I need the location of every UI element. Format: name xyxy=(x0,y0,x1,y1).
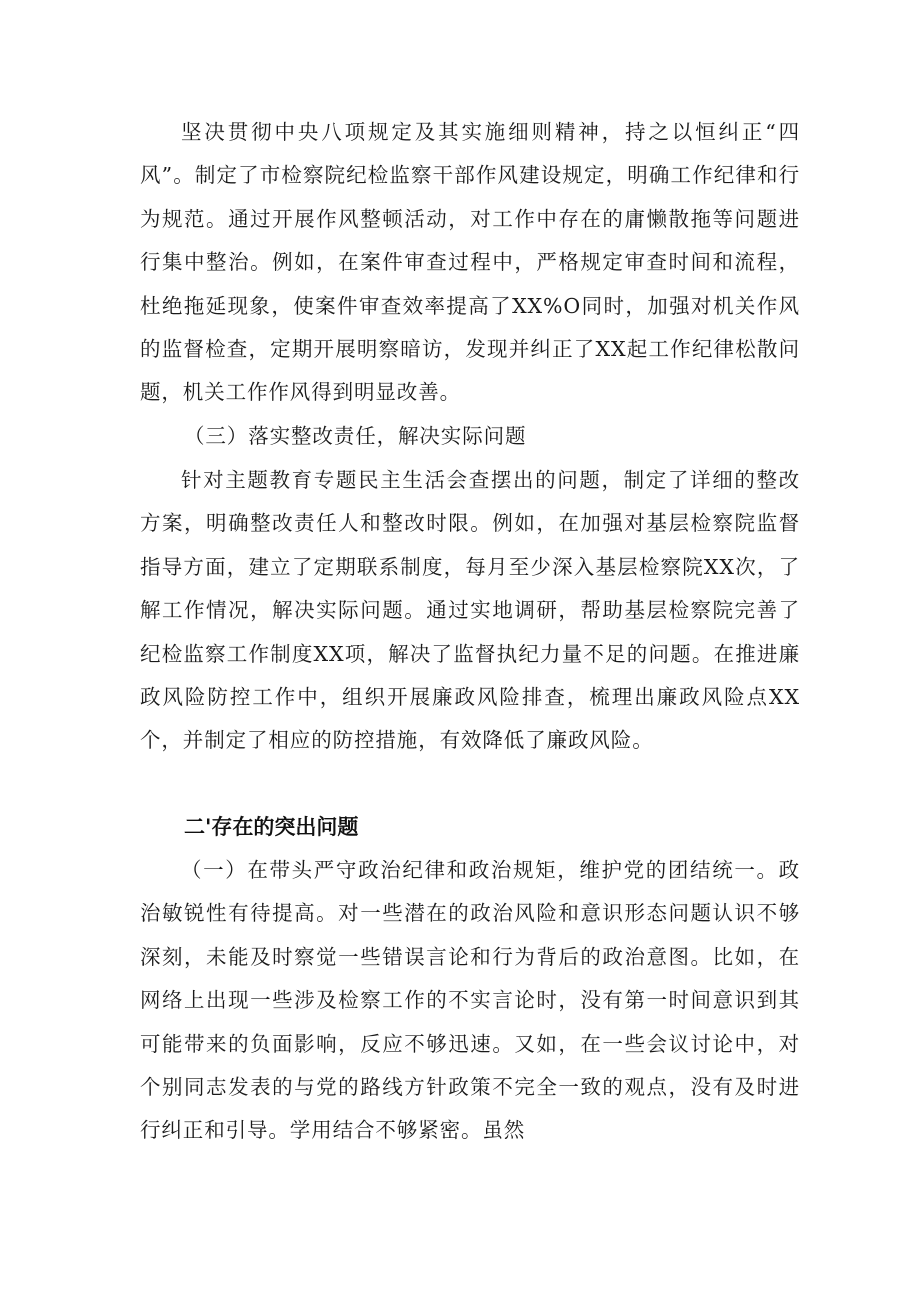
paragraph-rectification: 针对主题教育专题民主生活会查摆出的问题，制定了详细的整改方案，明确整改责任人和整改时限。例如，在加强对基层检察院监督指导方面，建立了定期联系制度，每月至少深入基层检察院XX次，了解工作情况，解决实际问题。通过实地调研，帮助基层检察院完善了纪检监察工作制度XX项，解决了监督执纪力量不足的问题。在推进廉政风险防控工作中，组织开展廉政风险排查，梳理出廉政风险点XX个，并制定了相应的防控措施，有效降低了廉政风险。 xyxy=(140,468,800,753)
paragraph-work-style: 坚决贯彻中央八项规定及其实施细则精神，持之以恒纠正“四风”。制定了市检察院纪检监察干部作风建设规定，明确工作纪律和行为规范。通过开展作风整顿活动，对工作中存在的庸懒散拖等问题进行集中整治。例如，在案件审查过程中，严格规定审查时间和流程，杜绝拖延现象，使案件审查效率提高了XX%O同时，加强对机关作风的监督检查，定期开展明察暗访，发现并纠正了XX起工作纪律松散问题，机关工作作风得到明显改善。 xyxy=(140,120,800,405)
subheading-rectification: （三）落实整改责任，解决实际问题 xyxy=(184,424,527,448)
paragraph-political-discipline: （一）在带头严守政治纪律和政治规矩，维护党的团结统一。政治敏锐性有待提高。对一些潜在的政治风险和意识形态问题认识不够深刻，未能及时察觉一些错误言论和行为背后的政治意图。比如，在网络上出现一些涉及检察工作的不实言论时，没有第一时间意识到其可能带来的负面影响，反应不够迅速。又如，在一些会议讨论中，对个别同志发表的与党的路线方针政策不完全一致的观点，没有及时进行纠正和引导。学用结合不够紧密。虽然 xyxy=(140,858,800,1143)
section-heading-problems: 二'存在的突出问题 xyxy=(184,815,359,839)
